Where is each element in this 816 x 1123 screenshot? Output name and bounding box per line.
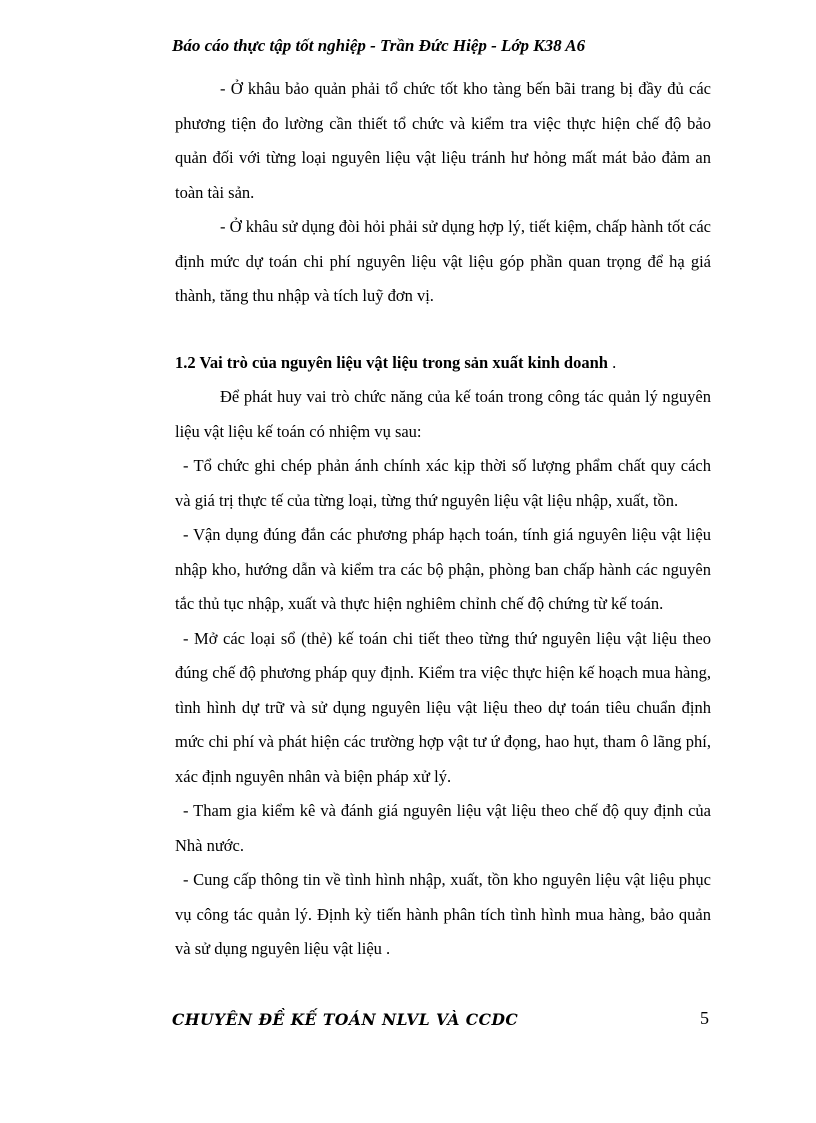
section-heading-tail: . <box>607 352 617 372</box>
page-header: Báo cáo thực tập tốt nghiệp - Trần Đức Hiệp - Lớp K38 A6 <box>172 36 586 55</box>
page-number: 5 <box>700 1008 709 1028</box>
paragraph-storage: - Ở khâu bảo quản phải tổ chức tốt kho tàng bến bãi trang bị đầy đủ các phương tiện đo lường cần thiết tổ chức và kiểm tra việc thực hiện chế độ bảo quản đối với từng loại nguyên liệu vật liệu tránh hư hỏng mất mát bảo đảm an toàn tài sản. <box>175 79 711 202</box>
list-item: - Tổ chức ghi chép phản ánh chính xác kịp thời số lượng phẩm chất quy cách và giá trị thực tế của từng loại, từng thứ nguyên liệu vật liệu nhập, xuất, tồn. <box>175 456 711 510</box>
section-heading <box>175 346 711 381</box>
list-item: - Mở các loại sổ (thẻ) kế toán chi tiết theo từng thứ nguyên liệu vật liệu theo đúng chế độ phương pháp quy định. Kiểm tra việc thực hiện kế hoạch mua hàng, tình hình dự trữ và sử dụng nguyên liệu vật liệu theo dự toán tiêu chuẩn định mức chi phí và phát hiện các trường hợp vật tư ứ đọng, hao hụt, tham ô lãng phí, xác định nguyên nhân và biện pháp xử lý. <box>175 628 711 786</box>
list-item: - Vận dụng đúng đắn các phương pháp hạch toán, tính giá nguyên liệu vật liệu nhập kho, hướng dẫn và kiểm tra các bộ phận, phòng ban chấp hành các nguyên tắc thủ tục nhập, xuất và thực hiện nghiêm chỉnh chế độ chứng từ kế toán. <box>175 525 711 613</box>
list-item: - Cung cấp thông tin về tình hình nhập, xuất, tồn kho nguyên liệu vật liệu phục vụ công tác quản lý. Định kỳ tiến hành phân tích tình hình mua hàng, bảo quản và sử dụng nguyên liệu vật liệu . <box>175 870 711 958</box>
footer-title: CHUYÊN ĐỀ KẾ TOÁN NLVL VÀ CCDC <box>172 1010 519 1029</box>
section-intro: Để phát huy vai trò chức năng của kế toán trong công tác quản lý nguyên liệu vật liệu kế toán có nhiệm vụ sau: <box>175 387 711 441</box>
paragraph-usage: - Ở khâu sử dụng đòi hỏi phải sử dụng hợp lý, tiết kiệm, chấp hành tốt các định mức dự toán chi phí nguyên liệu vật liệu góp phần quan trọng để hạ giá thành, tăng thu nhập và tích luỹ đơn vị. <box>175 217 711 305</box>
section-heading-text: 1.2 Vai trò của nguyên liệu vật liệu trong sản xuất kinh doanh <box>175 352 608 372</box>
list-item: - Tham gia kiểm kê và đánh giá nguyên liệu vật liệu theo chế độ quy định của Nhà nước. <box>175 801 711 855</box>
document-body <box>175 72 711 967</box>
